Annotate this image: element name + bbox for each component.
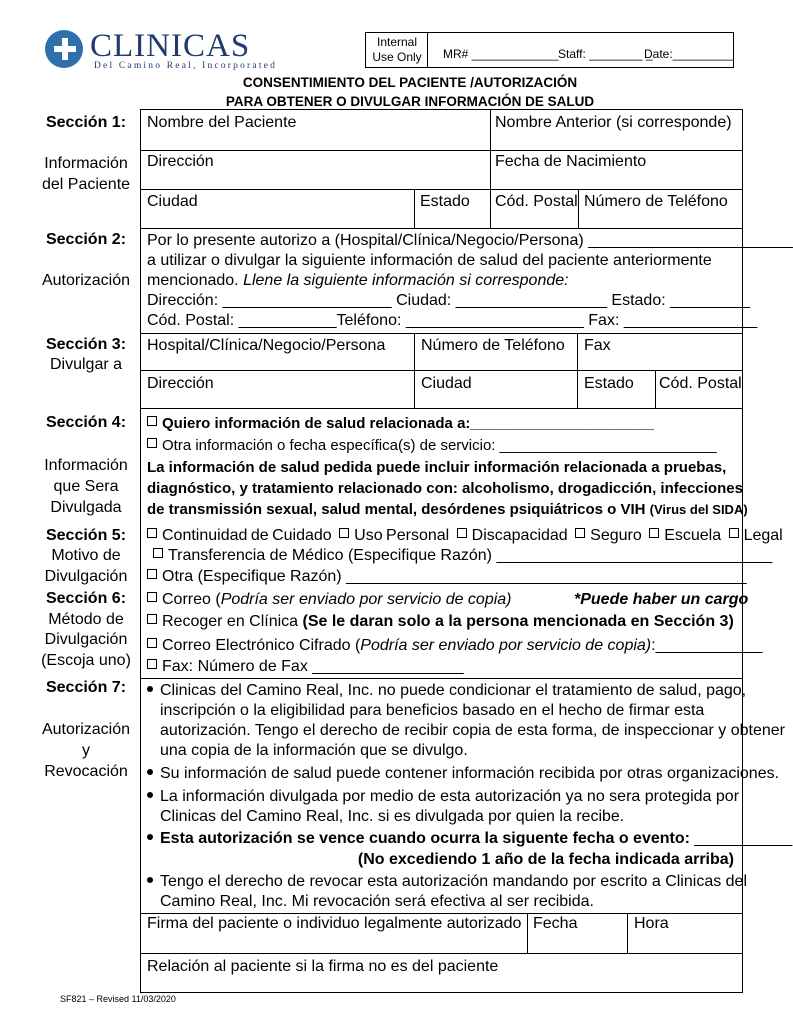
reason-legal[interactable]: Legal	[743, 527, 783, 544]
signature-field[interactable]: Firma del paciente o individuo legalmente autorizado	[147, 915, 522, 932]
section3-sub: Divulgar a	[49, 356, 123, 373]
section5-sub1: Motivo de	[51, 547, 121, 564]
section4-sub3: Divulgada	[50, 499, 122, 516]
reason-disability[interactable]: Discapacidad	[471, 527, 568, 544]
section3-label: Sección 3:	[45, 336, 127, 353]
method-mail[interactable]	[147, 590, 512, 610]
info-option-other-label: Otra información o fecha específica(s) de servicio: __________________________	[162, 437, 717, 454]
form-title-line2: PARA OBTENER O DIVULGAR INFORMACIÓN DE SALUD	[225, 94, 595, 109]
method-email-label: Correo Electrónico Cifrado (	[162, 637, 361, 654]
method-email-note: Podría ser enviado por servicio de copia)	[360, 637, 652, 654]
patient-state-field[interactable]: Estado	[420, 193, 470, 210]
method-mail-label: Correo (	[162, 591, 221, 608]
signature-time-field[interactable]: Hora	[634, 915, 669, 932]
relationship-field[interactable]: Relación al paciente si la firma no es del paciente	[147, 958, 499, 975]
terms-bullet1-text1: Clinicas del Camino Real, Inc. no puede condicionar el tratamiento de salud, pago,	[160, 682, 747, 699]
info-notice-line3	[147, 500, 748, 520]
reason-personal[interactable]: Uso Personal	[354, 527, 450, 544]
recipient-state-field[interactable]: Estado	[584, 375, 634, 392]
auth-line2: a utilizar o divulgar la siguiente información de salud del paciente anteriormente	[147, 252, 712, 269]
section6-sub1: Método de	[48, 611, 124, 628]
section4-label: Sección 4:	[45, 414, 127, 431]
method-email[interactable]	[147, 636, 762, 656]
terms-bullet4-line2: (No excediendo 1 año de la fecha indicada arriba)	[357, 851, 734, 868]
checkbox-icon[interactable]	[147, 659, 157, 669]
section2-label: Sección 2:	[45, 231, 127, 248]
section1-sub2: del Paciente	[41, 176, 131, 193]
section7-sub3: Revocación	[44, 763, 128, 780]
terms-bullet2-text: Su información de salud puede contener información recibida por otras organizaciones.	[160, 765, 780, 782]
auth-line1[interactable]: Por lo presente autorizo a (Hospital/Clínica/Negocio/Persona) _______________________	[147, 232, 793, 249]
recipient-address-field[interactable]: Dirección	[147, 375, 214, 392]
checkbox-icon[interactable]	[147, 569, 157, 579]
signature-date-field[interactable]: Fecha	[533, 915, 578, 932]
terms-bullet1-line1	[147, 681, 746, 701]
date-field[interactable]: Date:_________	[644, 47, 733, 61]
expiry-blank[interactable]: ___________	[694, 830, 793, 847]
method-email-blank: :____________	[651, 637, 763, 654]
terms-bullet5-line2: Camino Real, Inc. Mi revocación será efectiva al ser recibida.	[160, 893, 594, 910]
checkbox-icon[interactable]	[649, 528, 659, 538]
checkbox-icon[interactable]	[147, 416, 157, 426]
reason-school[interactable]: Escuela	[664, 527, 722, 544]
internal-use-label: Internal Use Only	[372, 35, 422, 64]
checkbox-icon[interactable]	[147, 438, 157, 448]
reason-other-label: Otra (Especifique Razón) _____________________________________________	[162, 568, 747, 585]
recipient-fax-field[interactable]: Fax	[584, 337, 611, 354]
checkbox-icon[interactable]	[457, 528, 467, 538]
clinicas-logo-icon	[44, 29, 84, 69]
checkbox-icon[interactable]	[147, 592, 157, 602]
section1-label: Sección 1:	[45, 114, 127, 131]
terms-bullet5-line1	[147, 872, 747, 892]
form-title-line1: CONSENTIMIENTO DEL PACIENTE /AUTORIZACIÓN	[242, 75, 578, 90]
form-grid	[140, 109, 793, 993]
terms-bullet3-text1: La información divulgada por medio de esta autorización ya no sera protegida por	[160, 788, 740, 805]
recipient-city-field[interactable]: Ciudad	[421, 375, 472, 392]
terms-bullet4-text1: Esta autorización se vence cuando ocurra la siguente fecha o evento:	[160, 830, 695, 847]
bullet-icon	[147, 686, 153, 692]
terms-bullet3-line1	[147, 787, 739, 807]
terms-bullet1-line4: una copia de la información que se divulgo.	[160, 742, 468, 759]
form-revision: SF821 – Revised 11/03/2020	[60, 994, 176, 1004]
method-pickup-label: Recoger en Clínica	[162, 613, 303, 630]
mr-field[interactable]: MR# _____________	[443, 47, 559, 61]
info-option-related[interactable]	[147, 414, 654, 434]
terms-bullet4-line1	[147, 829, 792, 849]
reason-insurance[interactable]: Seguro	[590, 527, 642, 544]
reason-other[interactable]	[147, 567, 747, 587]
section6-sub3: (Escoja uno)	[41, 652, 131, 669]
auth-zip-line[interactable]: Cód. Postal: ___________Teléfono: ____________________ Fax: _______________	[147, 312, 758, 329]
recipient-org-field[interactable]: Hospital/Clínica/Negocio/Persona	[147, 337, 386, 354]
auth-address-line[interactable]: Dirección: ___________________ Ciudad: _________________ Estado: _________	[147, 292, 751, 309]
staff-field[interactable]: Staff: ________ _	[558, 47, 653, 61]
terms-bullet5-text1: Tengo el derecho de revocar esta autorización mandando por escrito a Clinicas del	[160, 873, 748, 890]
section5-label: Sección 5:	[45, 527, 127, 544]
reason-transfer-label: Transferencia de Médico (Especifique Razón) _______________________________	[168, 547, 773, 564]
info-notice-hiv: (Virus del SIDA)	[649, 502, 748, 517]
logo-wordmark: CLINICAS	[90, 28, 251, 64]
terms-bullet3-line2: Clinicas del Camino Real, Inc. si es divulgada por quien la recibe.	[160, 808, 625, 825]
patient-phone-field[interactable]: Número de Teléfono	[584, 193, 728, 210]
section7-sub1: Autorización	[41, 721, 131, 738]
auth-line3-text: mencionado.	[147, 272, 244, 289]
bullet-icon	[147, 792, 153, 798]
recipient-phone-field[interactable]: Número de Teléfono	[421, 337, 565, 354]
checkbox-icon[interactable]	[147, 528, 157, 538]
section6-sub2: Divulgación	[44, 631, 128, 648]
info-notice-line3-text: de transmissión sexual, salud mental, desórdenes psiquiátricos o VIH	[147, 501, 650, 518]
internal-use-box	[365, 32, 734, 68]
patient-city-field[interactable]: Ciudad	[147, 193, 198, 210]
method-fax-label: Fax: Número de Fax _________________	[162, 658, 464, 675]
reason-options-row	[147, 526, 783, 546]
auth-line3-instruction: Llene la siguiente información si corresponde:	[243, 272, 569, 289]
info-option-other[interactable]	[147, 436, 717, 456]
auth-line3	[147, 271, 569, 291]
section2-sub: Autorización	[41, 272, 131, 289]
patient-address-field[interactable]: Dirección	[147, 153, 214, 170]
section4-sub1: Información	[44, 457, 128, 474]
patient-zip-field[interactable]: Cód. Postal	[495, 193, 578, 210]
info-notice-line2: diagnóstico, y tratamiento relacionado con: alcoholismo, drogadicción, infecciones	[147, 480, 743, 497]
section7-sub2: y	[82, 742, 90, 759]
dob-field[interactable]: Fecha de Nacimiento	[495, 153, 647, 170]
checkbox-icon[interactable]	[147, 638, 157, 648]
method-mail-note: Podría ser enviado por servicio de copia)	[220, 591, 512, 608]
checkbox-icon[interactable]	[153, 548, 163, 558]
checkbox-icon[interactable]	[575, 528, 585, 538]
method-fax[interactable]	[147, 657, 464, 677]
section5-sub2: Divulgación	[44, 568, 128, 585]
terms-bullet1-line2: inscripción o la eligibilidad para beneficios basado en el hecho de firmar esta	[160, 702, 705, 719]
previous-name-field[interactable]: Nombre Anterior (si corresponde)	[495, 114, 732, 131]
patient-name-field[interactable]: Nombre del Paciente	[147, 114, 297, 131]
checkbox-icon[interactable]	[339, 528, 349, 538]
method-pickup[interactable]	[147, 612, 734, 632]
method-charge-note: *Puede haber un cargo	[574, 591, 749, 608]
section7-label: Sección 7:	[45, 679, 127, 696]
bullet-icon	[147, 769, 153, 775]
info-notice-line1: La información de salud pedida puede incluir información relacionada a pruebas,	[147, 459, 727, 476]
terms-bullet1-line3: autorización. Tengo el derecho de recibir copia de esta forma, de inspeccionar y obtener	[160, 722, 785, 739]
reason-transfer[interactable]	[153, 546, 772, 566]
terms-bullet2	[147, 764, 779, 784]
info-option-related-label: Quiero información de salud relacionada a:______________________	[162, 415, 654, 432]
recipient-zip-field[interactable]: Cód. Postal	[659, 375, 742, 392]
section6-label: Sección 6:	[45, 590, 127, 607]
bullet-icon	[147, 834, 153, 840]
checkbox-icon[interactable]	[147, 614, 157, 624]
section4-sub2: que Sera	[53, 478, 119, 495]
checkbox-icon[interactable]	[729, 528, 739, 538]
section1-sub1: Información	[44, 155, 128, 172]
logo-subtitle: Del Camino Real, Incorporated	[94, 61, 278, 71]
bullet-icon	[147, 877, 153, 883]
method-pickup-note: (Se le daran solo a la persona mencionada en Sección 3)	[302, 613, 734, 630]
reason-continuity[interactable]: Continuidad de Cuidado	[162, 527, 332, 544]
